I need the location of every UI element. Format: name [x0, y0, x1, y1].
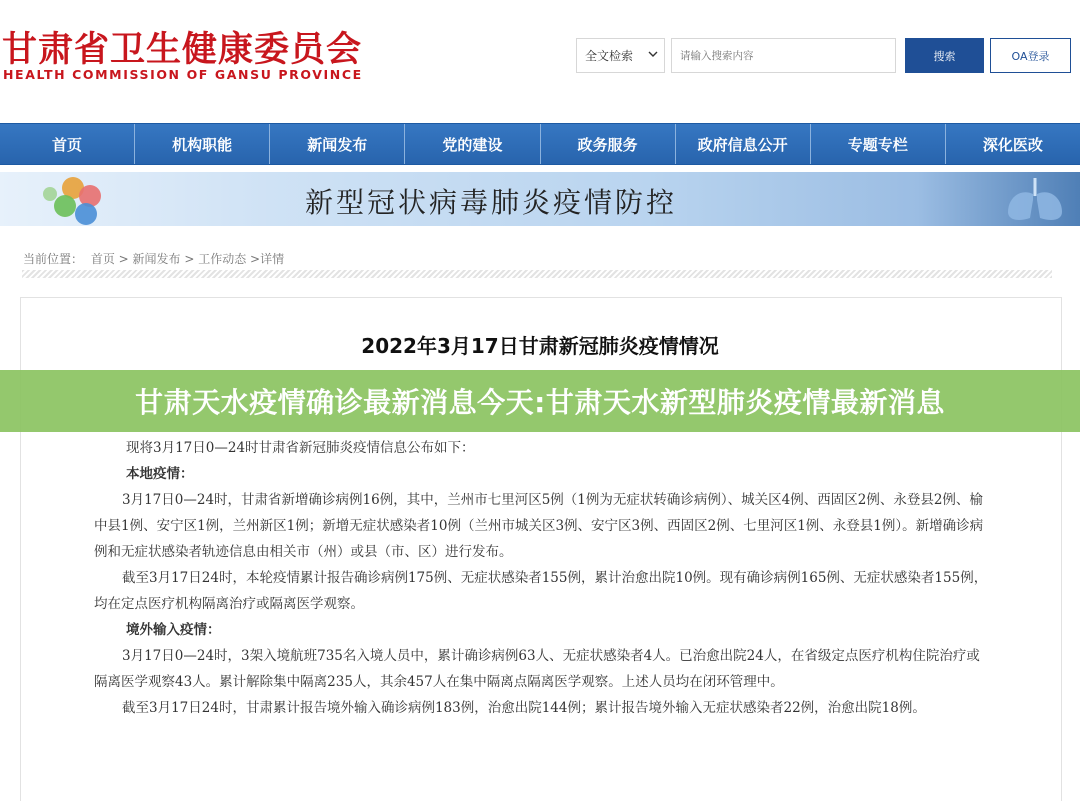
- nav-item-home[interactable]: 首页: [0, 124, 135, 164]
- breadcrumb-label: 当前位置：: [23, 252, 84, 266]
- article-body: [94, 435, 992, 721]
- search-input[interactable]: [671, 38, 896, 73]
- nav-item-services[interactable]: 政务服务: [541, 124, 676, 164]
- local-heading: 本地疫情：: [126, 466, 194, 482]
- import-heading: 境外输入疫情：: [126, 622, 221, 638]
- clover-emblem-icon: [28, 172, 138, 226]
- article-intro: 现将3月17日0—24时甘肃省新冠肺炎疫情信息公布如下：: [126, 440, 475, 456]
- search-button[interactable]: 搜索: [905, 38, 984, 73]
- search-scope-select[interactable]: [576, 38, 665, 73]
- breadcrumb: [23, 250, 288, 267]
- article-title: 2022年3月17日甘肃新冠肺炎疫情情况: [361, 334, 719, 358]
- import-paragraph-2: 截至3月17日24时，甘肃累计报告境外输入确诊病例183例，治愈出院144例；累计报告境外输入无症状感染者22例，治愈出院18例。: [122, 700, 926, 716]
- headline-overlay: [0, 370, 1080, 432]
- nav-item-topics[interactable]: 专题专栏: [811, 124, 946, 164]
- site-logo-title[interactable]: 甘肃省卫生健康委员会: [2, 30, 363, 70]
- nav-item-disclosure[interactable]: 政府信息公开: [676, 124, 811, 164]
- nav-item-organization[interactable]: 机构职能: [135, 124, 270, 164]
- chevron-down-icon: [648, 49, 658, 62]
- covid-banner[interactable]: [0, 172, 1080, 226]
- oa-login-button[interactable]: OA登录: [990, 38, 1071, 73]
- search-scope-value: 全文检索: [585, 49, 634, 63]
- local-paragraph-2: 截至3月17日24时，本轮疫情累计报告确诊病例175例、无症状感染者155例，累计治愈出院10例。现有确诊病例165例、无症状感染者155例，均在定点医疗机构隔离治疗或隔离医学观察。: [94, 570, 988, 612]
- lungs-icon: [1000, 174, 1070, 224]
- banner-title: 新型冠状病毒肺炎疫情防控: [305, 186, 678, 219]
- nav-item-party[interactable]: 党的建设: [405, 124, 540, 164]
- main-nav: [0, 123, 1080, 165]
- headline-overlay-text: 甘肃天水疫情确诊最新消息今天:甘肃天水新型肺炎疫情最新消息: [135, 386, 945, 419]
- import-paragraph-1: 3月17日0—24时，3架入境航班735名入境人员中，累计确诊病例63人、无症状感染者4人。已治愈出院24人，在省级定点医疗机构住院治疗或隔离医学观察43人。累计解除集中隔离235人，其余457人在集中隔离点隔离医学观察。上述人员均在闭环管理中。: [94, 648, 980, 690]
- site-logo-subtitle: HEALTH COMMISSION OF GANSU PROVINCE: [3, 67, 363, 82]
- hatch-divider: [22, 270, 1052, 278]
- local-paragraph-1: 3月17日0—24时，甘肃省新增确诊病例16例，其中，兰州市七里河区5例（1例为无症状转确诊病例）、城关区4例、西固区2例、永登县2例、榆中县1例、安宁区1例，兰州新区1例；新增无症状感染者10例（兰州市城关区3例、安宁区3例、西固区2例、七里河区1例、永登县1例）。新增确诊病例和无症状感染者轨迹信息由相关市（州）或县（市、区）进行发布。: [94, 492, 984, 560]
- nav-item-news[interactable]: 新闻发布: [270, 124, 405, 164]
- breadcrumb-path[interactable]: 首页 > 新闻发布 > 工作动态 >详情: [90, 252, 285, 266]
- nav-item-reform[interactable]: 深化医改: [946, 124, 1080, 164]
